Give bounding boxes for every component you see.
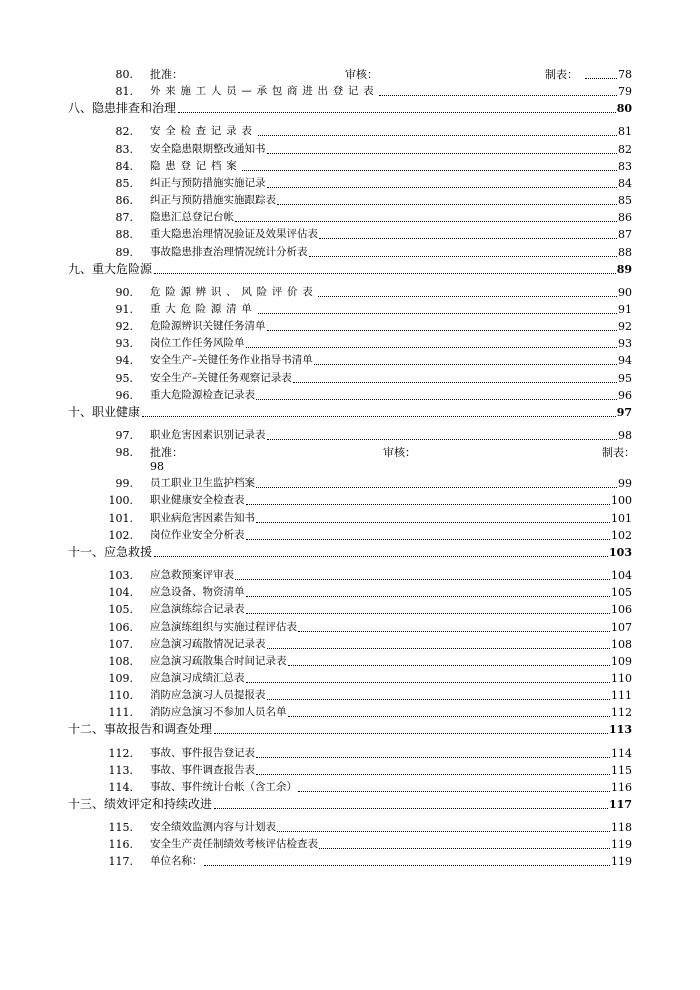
toc-entry[interactable] [0,175,700,192]
page-number: 79 [618,85,632,99]
entry-title: 安全绩效监测内容与计划表 [150,821,276,834]
page-number: 93 [618,337,632,351]
dot-leader [267,699,611,700]
entry-number: 81. [115,85,133,99]
toc-entry[interactable] [0,475,700,492]
dot-leader [154,273,616,274]
toc-section[interactable] [0,261,700,278]
toc-entry[interactable] [0,370,700,387]
entry-number: 105. [108,603,133,617]
entry-title: 重大危险源检查记录表 [150,388,255,401]
entry-title: 应急设备、物资清单 [150,586,245,599]
entry-title: 消防应急演习人员提报表 [150,689,266,702]
entry-number: 117. [108,855,133,869]
toc-entry[interactable] [0,619,700,636]
entry-number: 91. [115,302,133,316]
entry-title: 岗位工作任务风险单 [150,337,245,350]
dot-leader [309,256,618,257]
dot-leader [246,347,618,348]
page-number: 94 [618,354,632,368]
dot-leader [298,631,610,632]
dot-leader [314,364,617,365]
dot-leader [242,170,617,171]
entry-number: 110. [108,689,133,703]
entry-number: 88. [115,228,133,242]
page-number: 100 [611,494,632,508]
dot-leader [214,733,608,734]
page-number: 105 [611,586,632,600]
entry-title: 岗位作业安全分析表 [150,528,245,541]
entry-number: 87. [115,211,133,225]
entry-number: 94. [115,354,133,368]
toc-section[interactable] [0,544,700,561]
page-number: 104 [611,569,632,583]
page-number: 95 [618,371,632,385]
entry-number: 107. [108,637,133,651]
dot-leader [267,153,618,154]
toc-entry[interactable] [0,141,700,158]
toc-entry[interactable] [0,123,700,140]
page-number: 80 [616,102,632,116]
toc-section[interactable] [0,100,700,117]
entry-title: 外来施工人员—承包商进出登记表 [150,85,379,98]
page-number: 99 [618,477,632,491]
dot-leader [256,774,610,775]
entry-title: 应急演习疏散情况记录表 [150,637,266,650]
page-number: 115 [611,763,632,777]
dot-leader [267,187,618,188]
toc-entry[interactable] [0,601,700,618]
toc-entry[interactable] [0,387,700,404]
toc-entry[interactable] [0,584,700,601]
dot-leader [235,221,617,222]
entry-title: 安全生产–关键任务作业指导书清单 [150,354,313,367]
toc-entry[interactable] [0,192,700,209]
dot-leader [318,296,617,297]
page-number: 114 [611,746,632,760]
dot-leader [277,204,617,205]
toc-entry[interactable] [0,836,700,853]
page-number: 89 [616,262,632,276]
entry-title: 消防应急演习不参加人员名单 [150,706,287,719]
page-number: 96 [618,388,632,402]
section-title: 十、职业健康 [68,404,141,419]
entry-title: 隐患登记档案 [150,159,242,172]
entry-number: 80. [115,68,133,81]
toc-section[interactable] [0,721,700,738]
entry-title: 事故隐患排查治理情况统计分析表 [150,245,308,258]
dot-leader [256,399,617,400]
entry-title: 应急演习疏散集合时间记录表 [150,654,287,667]
review-label: 审核： [383,446,416,460]
toc-entry[interactable] [0,284,700,301]
review-label: 审核： [345,68,378,81]
toc-entry[interactable] [0,687,700,704]
entry-number: 112. [108,746,133,760]
page-number: 91 [618,302,632,316]
entry-number: 101. [108,511,133,525]
page-number: 84 [618,176,632,190]
toc-entry[interactable] [0,762,700,779]
entry-number: 92. [115,320,133,334]
entry-number: 116. [108,838,133,852]
page-number: 98 [618,429,632,442]
entry-number: 104. [108,586,133,600]
page-number: 112 [611,706,632,720]
page-number: 88 [618,245,632,259]
entry-title: 危险源辨识关键任务清单 [150,320,266,333]
section-title: 十二、事故报告和调查处理 [68,722,213,737]
dot-leader [258,313,617,314]
entry-title: 职业病危害因素告知书 [150,511,255,524]
toc-entry[interactable] [0,352,700,369]
section-title: 十三、绩效评定和持续改进 [68,797,213,811]
toc-entry[interactable] [0,158,700,175]
entry-title: 应急演练综合记录表 [150,603,245,616]
entry-number: 95. [115,371,133,385]
entry-title: 安全生产–关键任务观察记录表 [150,371,292,384]
entry-title: 职业健康安全检查表 [150,494,245,507]
page-number: 116 [611,780,632,794]
page-number: 113 [609,723,632,737]
page-number: 119 [611,855,632,869]
toc-entry[interactable] [0,226,700,243]
dot-leader [319,238,617,239]
entry-title: 事故、事件报告登记表 [150,746,255,759]
toc-entry[interactable] [0,670,700,687]
dot-leader [154,556,608,557]
page-number: 83 [618,159,632,173]
page-number: 81 [618,125,632,139]
toc-entry[interactable] [0,301,700,318]
dot-leader [256,522,610,523]
dot-leader [288,716,611,717]
page-number: 108 [611,637,632,651]
dot-leader [288,665,611,666]
page-number: 98 [150,460,164,474]
page-number: 85 [618,194,632,208]
entry-number: 98. [115,446,133,460]
entry-title: 应急演习成绩汇总表 [150,671,245,684]
dot-leader [246,539,611,540]
entry-title: 重大隐患治理情况验证及效果评估表 [150,228,318,241]
dot-leader [246,613,611,614]
dot-leader [204,865,611,866]
entry-title: 安全检查记录表 [150,125,257,138]
entry-number: 84. [115,159,133,173]
page-number: 110 [611,671,632,685]
dot-leader [246,504,611,505]
entry-title: 纠正与预防措施实施记录 [150,176,266,189]
entry-number: 89. [115,245,133,259]
page-number: 106 [611,603,632,617]
approve-label: 批准： [150,68,183,81]
page-number: 87 [618,228,632,242]
toc-entry[interactable] [0,66,700,83]
entry-number: 85. [115,176,133,190]
dot-leader [256,487,617,488]
page-number: 103 [609,545,632,559]
dot-leader [379,95,617,96]
toc-entry[interactable] [0,83,700,100]
page-number: 107 [611,620,632,634]
toc-entry[interactable] [0,335,700,352]
prepare-label: 制表： [602,446,635,460]
toc-entry[interactable] [0,819,700,836]
entry-number: 82. [115,125,133,139]
dot-leader [277,831,610,832]
entry-title: 重大危险源清单 [150,302,257,315]
section-title: 十一、应急救援 [68,544,153,559]
entry-number: 86. [115,194,133,208]
entry-title: 隐患汇总登记台帐 [150,211,234,224]
toc-entry[interactable] [0,209,700,226]
dot-leader [293,382,617,383]
dot-leader [142,416,616,417]
page-number: 92 [618,320,632,334]
page-number: 101 [611,511,632,525]
entry-title: 应急演练组织与实施过程评估表 [150,620,297,633]
page-number: 97 [616,405,632,419]
prepare-label: 制表： [545,68,578,81]
toc-section[interactable] [0,796,700,813]
entry-number: 99. [115,477,133,491]
dot-leader [246,596,611,597]
toc-entry[interactable] [0,567,700,584]
entry-title: 应急救预案评审表 [150,569,234,582]
entry-number: 93. [115,337,133,351]
toc-entry[interactable] [0,704,700,721]
dot-leader [267,330,618,331]
toc-entry[interactable] [0,653,700,670]
page-number: 86 [618,211,632,225]
entry-title: 纠正与预防措施实施跟踪表 [150,194,276,207]
entry-title: 职业危害因素识别记录表 [150,429,266,441]
dot-leader [258,135,617,136]
entry-number: 100. [108,494,133,508]
page-number: 109 [611,654,632,668]
dot-leader [256,757,610,758]
page-number: 102 [611,528,632,542]
entry-title: 员工职业卫生监护档案 [150,477,255,490]
dot-leader [267,439,618,440]
entry-number: 96. [115,388,133,402]
toc-entry[interactable] [0,510,700,527]
toc-entry[interactable] [0,745,700,762]
page-number: 78 [618,68,632,81]
toc-entry[interactable] [0,244,700,261]
entry-number: 103. [108,569,133,583]
entry-number: 106. [108,620,133,634]
entry-title: 安全隐患限期整改通知书 [150,142,266,155]
page-number: 117 [609,798,632,811]
entry-number: 90. [115,285,133,299]
entry-number: 111. [108,706,133,720]
entry-number: 102. [108,528,133,542]
page-number: 118 [611,821,632,835]
toc-entry[interactable] [0,853,700,870]
toc-section[interactable] [0,404,700,421]
entry-number: 115. [108,821,133,835]
entry-title: 单位名称： [150,855,203,868]
entry-title: 危险源辨识、风险评价表 [150,285,318,298]
page-number: 111 [611,689,632,703]
dot-leader [178,112,616,113]
entry-title: 事故、事件统计台帐（含工余） [150,780,297,793]
dot-leader [267,648,611,649]
toc-entry[interactable] [0,779,700,796]
dot-leader [246,682,611,683]
entry-title: 事故、事件调查报告表 [150,763,255,776]
entry-number: 109. [108,671,133,685]
page-number: 90 [618,285,632,299]
entry-number: 114. [108,780,133,794]
dot-leader [214,808,608,809]
toc-entry[interactable] [0,444,700,474]
entry-number: 97. [115,429,133,442]
page-number: 82 [618,142,632,156]
section-title: 八、隐患排查和治理 [68,101,177,116]
toc-entry[interactable] [0,427,700,444]
toc-entry[interactable] [0,636,700,653]
toc-entry[interactable] [0,318,700,335]
entry-number: 108. [108,654,133,668]
entry-number: 113. [108,763,133,777]
page-number: 119 [611,838,632,852]
section-title: 九、重大危险源 [68,261,153,276]
toc-entry[interactable] [0,527,700,544]
dot-leader [235,579,610,580]
dot-leader [298,791,610,792]
approve-label: 批准： [150,446,183,460]
entry-number: 83. [115,142,133,156]
entry-title: 安全生产责任制绩效考核评估检查表 [150,838,318,851]
dot-leader [585,78,617,79]
toc-entry[interactable] [0,492,700,509]
dot-leader [319,848,610,849]
